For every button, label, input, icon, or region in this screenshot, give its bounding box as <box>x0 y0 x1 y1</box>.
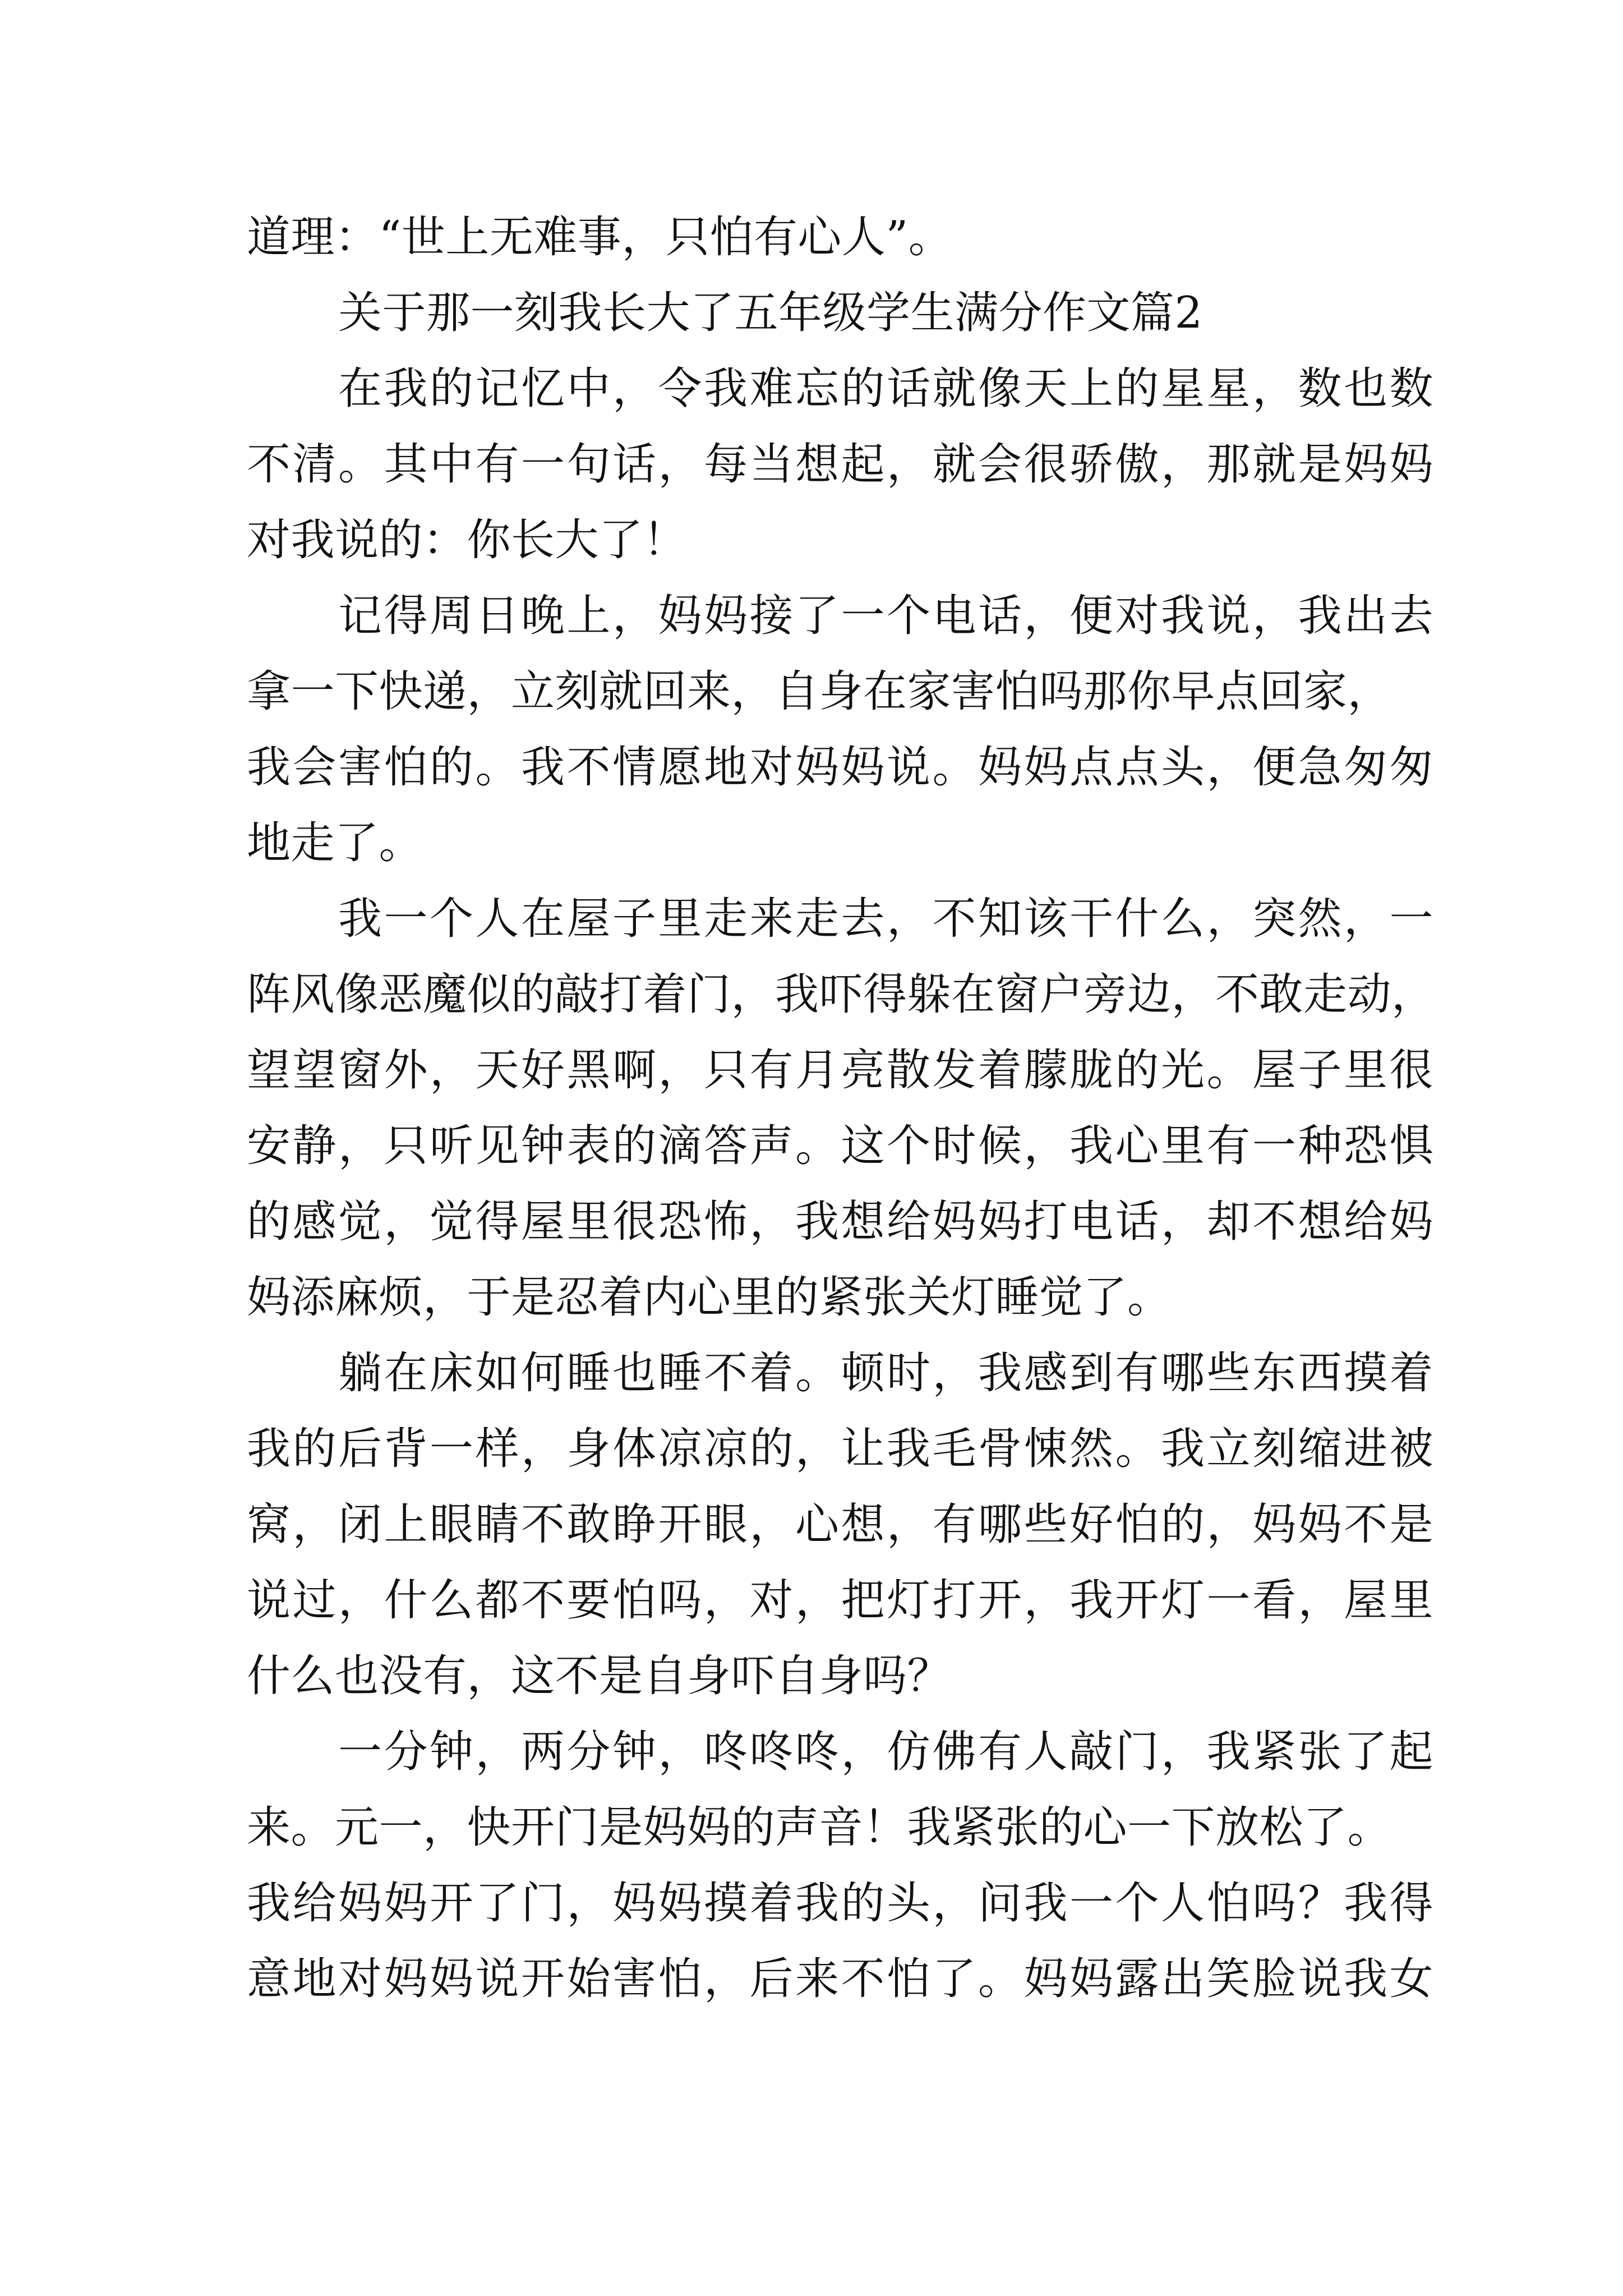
text-line: 来。元一，快开门是妈妈的声音！我紧张的心一下放松了。 <box>247 1802 1392 1853</box>
text-line: 的感觉，觉得屋里很恐怖，我想给妈妈打电话，却不想给妈 <box>247 1197 1436 1247</box>
text-line: 我一个人在屋子里走来走去，不知该干什么，突然，一 <box>338 894 1436 944</box>
text-line: 我给妈妈开了门，妈妈摸着我的头，问我一个人怕吗？我得 <box>247 1878 1436 1929</box>
text-line: 安静，只听见钟表的滴答声。这个时候，我心里有一种恐惧 <box>247 1121 1436 1171</box>
text-line: 窝，闭上眼睛不敢睁开眼，心想，有哪些好怕的，妈妈不是 <box>247 1499 1436 1550</box>
text-line: 望望窗外，天好黑啊，只有月亮散发着朦胧的光。屋子里很 <box>247 1045 1436 1096</box>
text-line: 对我说的：你长大了！ <box>247 515 688 565</box>
text-line: 地走了。 <box>247 818 423 868</box>
text-line: 拿一下快递，立刻就回来，自身在家害怕吗那你早点回家， <box>247 666 1392 717</box>
text-line: 我的后背一样，身体凉凉的，让我毛骨悚然。我立刻缩进被 <box>247 1424 1436 1474</box>
text-line: 在我的记忆中，令我难忘的话就像天上的星星，数也数 <box>338 364 1436 414</box>
text-line: 道理：“世上无难事，只怕有心人”。 <box>247 212 953 263</box>
section-heading: 关于那一刻我长大了五年级学生满分作文篇2 <box>338 288 1203 338</box>
text-line: 我会害怕的。我不情愿地对妈妈说。妈妈点点头，便急匆匆 <box>247 742 1436 793</box>
text-line: 意地对妈妈说开始害怕，后来不怕了。妈妈露出笑脸说我女 <box>247 1954 1436 2004</box>
text-line: 记得周日晚上，妈妈接了一个电话，便对我说，我出去 <box>338 591 1436 641</box>
document-body <box>247 200 1436 2017</box>
text-line: 躺在床如何睡也睡不着。顿时，我感到有哪些东西摸着 <box>338 1348 1436 1398</box>
text-line: 说过，什么都不要怕吗，对，把灯打开，我开灯一看，屋里 <box>247 1575 1436 1626</box>
text-line: 妈添麻烦，于是忍着内心里的紧张关灯睡觉了。 <box>247 1272 1172 1323</box>
text-line: 一分钟，两分钟，咚咚咚，仿佛有人敲门，我紧张了起 <box>338 1727 1436 1777</box>
text-line: 不清。其中有一句话，每当想起，就会很骄傲，那就是妈妈 <box>247 439 1436 490</box>
text-line: 阵风像恶魔似的敲打着门，我吓得躲在窗户旁边，不敢走动， <box>247 969 1436 1020</box>
text-line: 什么也没有，这不是自身吓自身吗？ <box>247 1651 952 1701</box>
